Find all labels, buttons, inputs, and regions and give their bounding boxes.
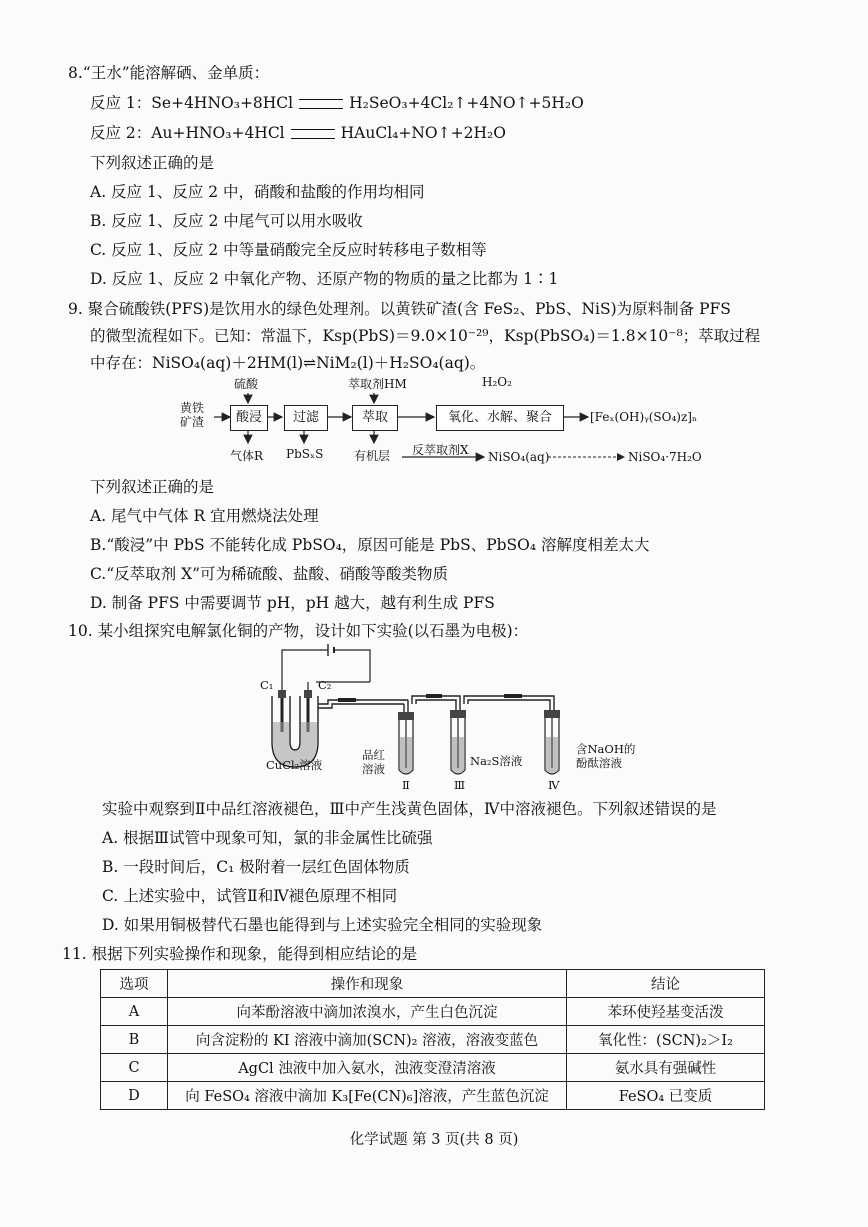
electrode-c1-label: C₁: [260, 678, 274, 692]
strip-label: 反萃取剂X: [412, 443, 469, 457]
product-label: [Feₓ(OH)ᵧ(SO₄)z]ₙ: [590, 410, 698, 424]
feed-text: 黄铁矿渣: [180, 401, 205, 429]
q9-option-d[interactable]: D. 制备 PFS 中需要调节 pH，pH 越大，越有利生成 PFS: [90, 594, 495, 612]
q10-option-c[interactable]: C. 上述实验中，试管Ⅱ和Ⅳ褪色原理不相同: [102, 887, 398, 905]
row-d-operation: 向 FeSO₄ 溶液中滴加 K₃[Fe(CN)₆]溶液，产生蓝色沉淀: [168, 1082, 567, 1110]
naoh-label-1: 含NaOH的: [576, 742, 636, 756]
box-acid-leach: 酸浸: [230, 405, 268, 431]
q8-r1-lhs: Se+4HNO₃+8HCl: [151, 94, 294, 112]
table-header-row: [101, 970, 765, 998]
q9-ask: 下列叙述正确的是: [90, 478, 215, 496]
q8-option-a[interactable]: A. 反应 1、反应 2 中，硝酸和盐酸的作用均相同: [90, 183, 425, 201]
row-a-conclusion: 苯环使羟基变活泼: [567, 998, 765, 1026]
q9-line-1: 9. 聚合硫酸铁(PFS)是饮用水的绿色处理剂。以黄铁矿渣(含 FeS₂、PbS、NiS)为原料制备 PFS: [68, 300, 731, 318]
tube-iv-label: Ⅳ: [548, 778, 560, 792]
reagent-1: 硫酸: [234, 377, 259, 391]
equals-sign: [291, 129, 335, 139]
q10-stem: 10. 某小组探究电解氯化铜的产物，设计如下实验(以石墨为电极)：: [68, 622, 529, 640]
q9-line-3: 中存在：NiSO₄(aq)＋2HM(l)⇌NiM₂(l)＋H₂SO₄(aq)。: [90, 354, 486, 372]
nickel-crystal: NiSO₄·7H₂O: [628, 450, 702, 464]
na2s-label: Na₂S溶液: [470, 754, 523, 768]
q11-stem: 11. 根据下列实验操作和现象，能得到相应结论的是: [62, 945, 418, 963]
q8-option-c[interactable]: C. 反应 1、反应 2 中等量硝酸完全反应时转移电子数相等: [90, 241, 487, 259]
q9-option-b[interactable]: B.“酸浸”中 PbS 不能转化成 PbSO₄，原因可能是 PbS、PbSO₄ 溶解度相差太大: [90, 536, 650, 554]
table-row[interactable]: [101, 998, 765, 1026]
row-b-operation: 向含淀粉的 KI 溶液中滴加(SCN)₂ 溶液，溶液变蓝色: [168, 1026, 567, 1054]
box-oxidize: 氧化、水解、聚合: [436, 405, 564, 431]
header-operation: 操作和现象: [168, 970, 567, 998]
page-footer: 化学试题 第 3 页(共 8 页): [349, 1132, 519, 1148]
box-filter: 过滤: [284, 405, 328, 431]
q8-reaction-2: [90, 122, 506, 144]
q8-r2-rhs: HAuCl₄+NO↑+2H₂O: [340, 124, 506, 142]
q10-option-d[interactable]: D. 如果用铜极替代石墨也能得到与上述实验完全相同的实验现象: [102, 916, 543, 934]
row-a-operation: 向苯酚溶液中滴加浓溴水，产生白色沉淀: [168, 998, 567, 1026]
q10-option-b[interactable]: B. 一段时间后，C₁ 极附着一层红色固体物质: [102, 858, 410, 876]
row-c-option: C: [101, 1054, 168, 1082]
row-b-option: B: [101, 1026, 168, 1054]
q8-r1-label: 反应 1：: [90, 94, 152, 112]
q10-option-a[interactable]: A. 根据Ⅲ试管中现象可知，氯的非金属性比硫强: [102, 829, 433, 847]
out-solid: PbSₓS: [286, 447, 324, 461]
table-row[interactable]: [101, 1082, 765, 1110]
q9-line-2: 的微型流程如下。已知：常温下，Ksp(PbS)＝9.0×10⁻²⁹，Ksp(PbSO₄)＝1.8×10⁻⁸；萃取过程: [90, 327, 761, 345]
q8-ask: 下列叙述正确的是: [90, 154, 215, 172]
q9-option-a[interactable]: A. 尾气中气体 R 宜用燃烧法处理: [90, 507, 319, 525]
cucl2-label: CuCl₂溶液: [266, 758, 323, 772]
q10-apparatus: [258, 642, 678, 792]
header-conclusion: 结论: [567, 970, 765, 998]
row-d-option: D: [101, 1082, 168, 1110]
q8-r1-rhs: H₂SeO₃+4Cl₂↑+4NO↑+5H₂O: [349, 94, 584, 112]
out-organic: 有机层: [354, 449, 391, 463]
pinhong-label-2: 溶液: [362, 762, 385, 776]
electrode-c2-label: C₂: [318, 678, 332, 692]
row-b-conclusion: 氧化性：(SCN)₂＞I₂: [567, 1026, 765, 1054]
tube-ii-label: Ⅱ: [402, 778, 410, 792]
q11-table: [100, 969, 765, 1110]
pinhong-label-1: 品红: [362, 748, 385, 762]
feed-label: [180, 401, 206, 429]
q8-option-b[interactable]: B. 反应 1、反应 2 中尾气可以用水吸收: [90, 212, 363, 230]
out-gas: 气体R: [230, 449, 264, 463]
q10-observation: 实验中观察到Ⅱ中品红溶液褪色，Ⅲ中产生浅黄色固体，Ⅳ中溶液褪色。下列叙述错误的是: [102, 800, 717, 818]
nickel-solution: NiSO₄(aq): [488, 450, 550, 464]
q8-r2-lhs: Au+HNO₃+4HCl: [151, 124, 285, 142]
reagent-3: H₂O₂: [482, 375, 512, 389]
header-option: 选项: [101, 970, 168, 998]
row-d-conclusion: FeSO₄ 已变质: [567, 1082, 765, 1110]
row-c-conclusion: 氨水具有强碱性: [567, 1054, 765, 1082]
table-row[interactable]: [101, 1026, 765, 1054]
naoh-label-2: 酚酞溶液: [576, 756, 622, 770]
q8-reaction-1: [90, 92, 584, 114]
reagent-2: 萃取剂HM: [348, 377, 407, 391]
q8-r2-label: 反应 2：: [90, 124, 152, 142]
q9-option-c[interactable]: C.“反萃取剂 X”可为稀硫酸、盐酸、硝酸等酸类物质: [90, 565, 449, 583]
q9-flowchart: [176, 375, 716, 475]
table-row[interactable]: [101, 1054, 765, 1082]
q8-stem: 8.“王水”能溶解硒、金单质：: [68, 64, 270, 82]
row-a-option: A: [101, 998, 168, 1026]
tube-iii-label: Ⅲ: [454, 778, 466, 792]
q8-option-d[interactable]: D. 反应 1、反应 2 中氧化产物、还原产物的物质的量之比都为 1∶1: [90, 270, 559, 288]
row-c-operation: AgCl 浊液中加入氨水，浊液变澄清溶液: [168, 1054, 567, 1082]
equals-sign: [299, 99, 343, 109]
box-extract: 萃取: [352, 405, 398, 431]
